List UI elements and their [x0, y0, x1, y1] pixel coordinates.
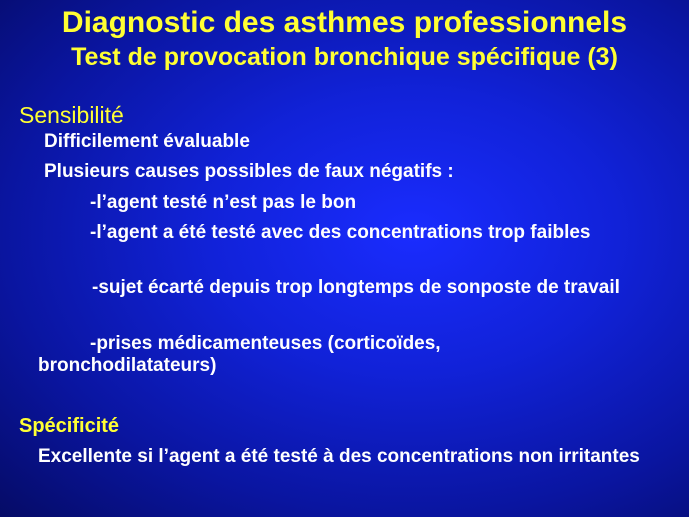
cause-item-low-concentrations: -l’agent a été testé avec des concentrations trop faibles [90, 222, 591, 243]
specificite-text: Excellente si l’agent a été testé à des concentrations non irritantes [38, 446, 640, 467]
slide-title: Diagnostic des asthmes professionnels [61, 6, 628, 39]
section-heading-specificite: Spécificité [19, 415, 120, 437]
cause-item-wrong-agent: -l’agent testé n’est pas le bon [90, 192, 357, 213]
sensibilite-line-evaluable: Difficilement évaluable [44, 131, 250, 152]
cause-item-removed-from-work: -sujet écarté depuis trop longtemps de sonposte de travail [92, 277, 620, 298]
sensibilite-line-causes-intro: Plusieurs causes possibles de faux négatifs : [44, 161, 454, 182]
cause-item-medication: -prises médicamenteuses (corticoïdes, bronchodilatateurs) [38, 333, 441, 376]
slide-subtitle: Test de provocation bronchique spécifique (3) [71, 43, 618, 71]
section-heading-sensibilite: Sensibilité [19, 102, 124, 128]
